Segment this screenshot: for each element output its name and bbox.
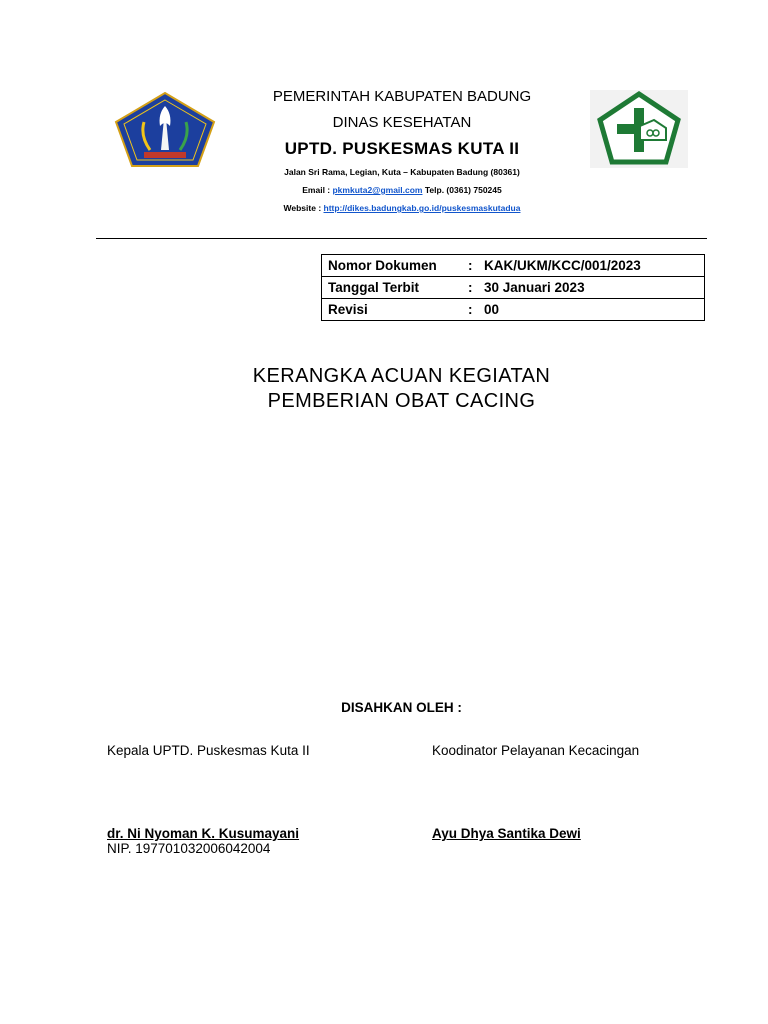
- email-link[interactable]: pkmkuta2@gmail.com: [332, 185, 423, 195]
- left-signer-name: dr. Ni Nyoman K. Kusumayani: [107, 826, 300, 841]
- website-label: Website :: [283, 203, 324, 213]
- document-info-table: [321, 254, 705, 321]
- table-row: [322, 255, 705, 277]
- right-signer-role: Koodinator Pelayanan Kecacingan: [432, 743, 640, 758]
- puskesmas-logo: [590, 90, 688, 168]
- table-row: [322, 299, 705, 321]
- left-signer-nip: NIP. 197701032006042004: [107, 841, 271, 856]
- header-divider: [96, 238, 707, 239]
- website-link[interactable]: http://dikes.badungkab.go.id/puskesmaskutadua: [323, 203, 521, 213]
- doc-info-value: 00: [478, 299, 705, 321]
- doc-info-separator: :: [464, 255, 478, 277]
- header-address: Jalan Sri Rama, Legian, Kuta – Kabupaten Badung (80361): [284, 167, 520, 177]
- doc-info-label: Nomor Dokumen: [322, 255, 465, 277]
- header-institution: UPTD. PUSKESMAS KUTA II: [284, 139, 520, 158]
- document-title-line1: KERANGKA ACUAN KEGIATAN: [252, 365, 551, 387]
- table-row: [322, 277, 705, 299]
- left-signer-role: Kepala UPTD. Puskesmas Kuta II: [107, 743, 310, 758]
- doc-info-value: 30 Januari 2023: [478, 277, 705, 299]
- header-email-line: [200, 185, 604, 195]
- phone-text: Telp. (0361) 750245: [422, 185, 502, 195]
- doc-info-label: Tanggal Terbit: [322, 277, 465, 299]
- doc-info-label: Revisi: [322, 299, 465, 321]
- header-department: DINAS KESEHATAN: [332, 114, 472, 131]
- document-title-line2: PEMBERIAN OBAT CACING: [267, 390, 536, 412]
- doc-info-value: KAK/UKM/KCC/001/2023: [478, 255, 705, 277]
- doc-info-separator: :: [464, 299, 478, 321]
- header-website-line: [200, 203, 604, 213]
- doc-info-separator: :: [464, 277, 478, 299]
- header-government: PEMERINTAH KABUPATEN BADUNG: [272, 88, 532, 105]
- right-signer-name: Ayu Dhya Santika Dewi: [432, 826, 581, 841]
- approval-heading: DISAHKAN OLEH :: [341, 700, 462, 715]
- email-label: Email :: [302, 185, 333, 195]
